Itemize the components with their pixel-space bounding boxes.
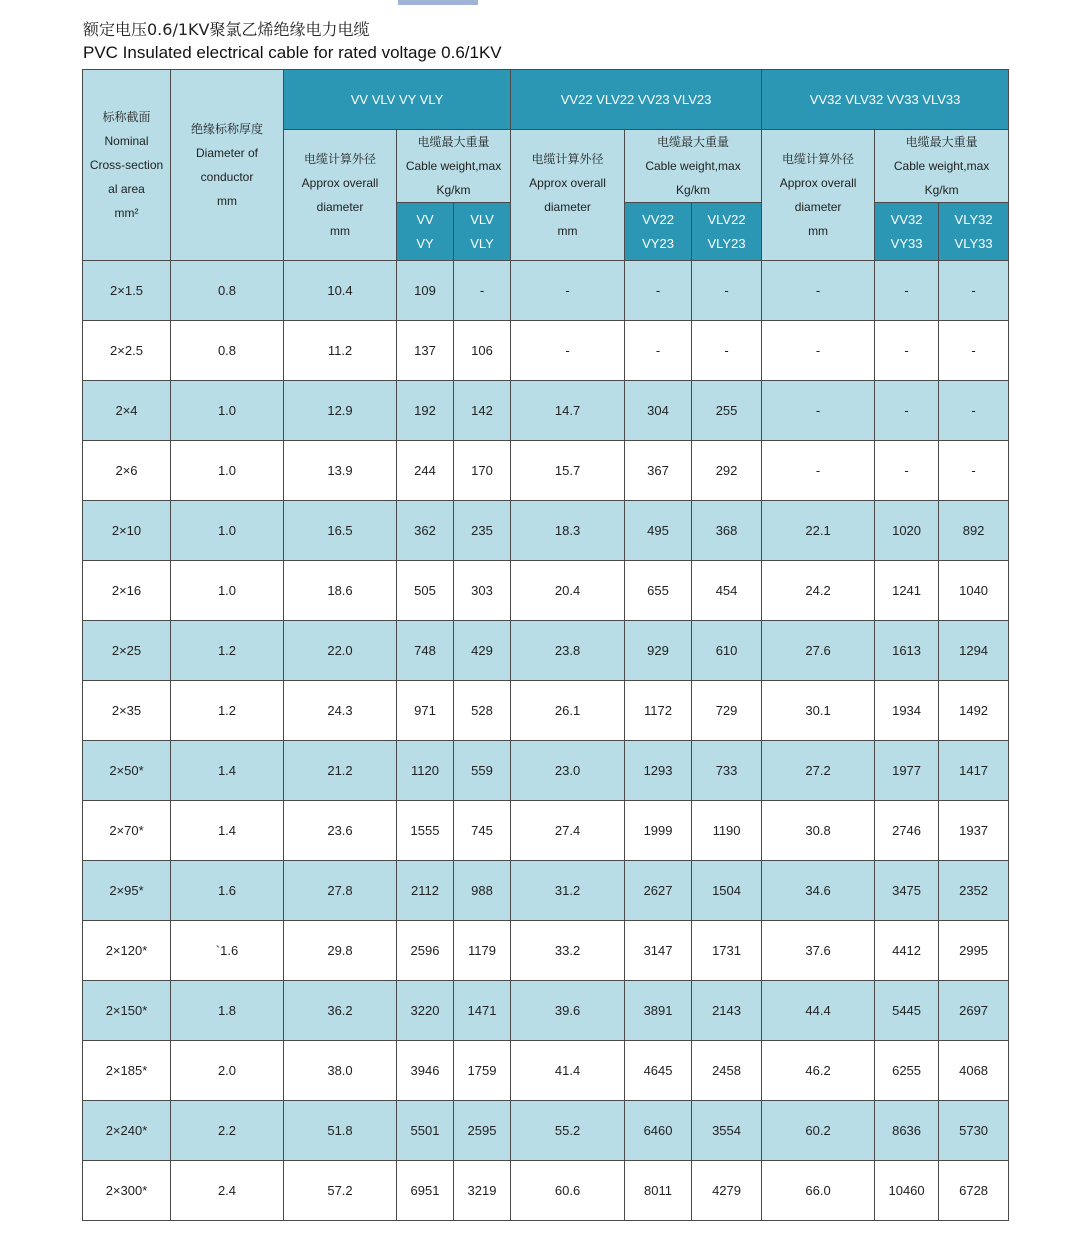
cell-cross-section: 2×35 bbox=[83, 681, 171, 741]
cell-weight-vv-vy: 137 bbox=[397, 321, 454, 381]
cell-weight-vly32-vly33: - bbox=[939, 381, 1009, 441]
cable-spec-table bbox=[82, 69, 1009, 1221]
cell-diameter-vv22: 27.4 bbox=[511, 801, 625, 861]
cell-weight-vlv-vly: 2595 bbox=[454, 1101, 511, 1161]
cell-insulation: 1.0 bbox=[171, 381, 284, 441]
cell-diameter-vv22: 26.1 bbox=[511, 681, 625, 741]
header-sub-vv32-vy33: VV32 VY33 bbox=[875, 203, 939, 261]
cell-diameter-vv22: 60.6 bbox=[511, 1161, 625, 1221]
cell-weight-vv32-vy33: 1977 bbox=[875, 741, 939, 801]
cell-weight-vv32-vy33: 1613 bbox=[875, 621, 939, 681]
cell-weight-vv32-vy33: 1241 bbox=[875, 561, 939, 621]
cell-cross-section: 2×300* bbox=[83, 1161, 171, 1221]
cell-weight-vv22-vy23: - bbox=[625, 261, 692, 321]
cell-weight-vv22-vy23: 655 bbox=[625, 561, 692, 621]
cell-weight-vv22-vy23: 3891 bbox=[625, 981, 692, 1041]
cell-insulation: 1.2 bbox=[171, 681, 284, 741]
cell-weight-vv-vy: 109 bbox=[397, 261, 454, 321]
cell-diameter-vv32: - bbox=[762, 441, 875, 501]
cell-diameter-vv: 10.4 bbox=[284, 261, 397, 321]
cell-weight-vv22-vy23: 3147 bbox=[625, 921, 692, 981]
cell-cross-section: 2×50* bbox=[83, 741, 171, 801]
cell-insulation: 1.4 bbox=[171, 741, 284, 801]
cell-weight-vv-vy: 3946 bbox=[397, 1041, 454, 1101]
cell-diameter-vv: 12.9 bbox=[284, 381, 397, 441]
header-diameter-vv: 电缆计算外径 Approx overall diameter mm bbox=[284, 130, 397, 261]
header-diameter-vv22: 电缆计算外径 Approx overall diameter mm bbox=[511, 130, 625, 261]
cell-diameter-vv32: 30.1 bbox=[762, 681, 875, 741]
cell-weight-vv22-vy23: 929 bbox=[625, 621, 692, 681]
cell-cross-section: 2×240* bbox=[83, 1101, 171, 1161]
cell-insulation: 2.2 bbox=[171, 1101, 284, 1161]
cell-weight-vlv-vly: 745 bbox=[454, 801, 511, 861]
header-cross-section: 标称截面 Nominal Cross-section al area mm² bbox=[83, 70, 171, 261]
cell-weight-vlv-vly: 1179 bbox=[454, 921, 511, 981]
cell-weight-vly32-vly33: 2352 bbox=[939, 861, 1009, 921]
cell-cross-section: 2×185* bbox=[83, 1041, 171, 1101]
cell-diameter-vv22: - bbox=[511, 321, 625, 381]
cell-weight-vly32-vly33: 5730 bbox=[939, 1101, 1009, 1161]
page-tab-decoration bbox=[398, 0, 478, 5]
cell-weight-vlv22-vly23: 733 bbox=[692, 741, 762, 801]
cell-diameter-vv: 18.6 bbox=[284, 561, 397, 621]
cell-insulation: 2.4 bbox=[171, 1161, 284, 1221]
cell-insulation: 1.8 bbox=[171, 981, 284, 1041]
cell-weight-vv22-vy23: 1999 bbox=[625, 801, 692, 861]
cell-weight-vv32-vy33: 5445 bbox=[875, 981, 939, 1041]
cell-diameter-vv: 23.6 bbox=[284, 801, 397, 861]
cell-weight-vv-vy: 748 bbox=[397, 621, 454, 681]
header-diameter-vv32: 电缆计算外径 Approx overall diameter mm bbox=[762, 130, 875, 261]
cell-weight-vlv-vly: 559 bbox=[454, 741, 511, 801]
header-weight-vv22: 电缆最大重量 Cable weight,max Kg/km bbox=[625, 130, 762, 203]
cell-weight-vv32-vy33: 2746 bbox=[875, 801, 939, 861]
header-sub-vlv-vly: VLV VLY bbox=[454, 203, 511, 261]
cell-weight-vlv22-vly23: 729 bbox=[692, 681, 762, 741]
cell-diameter-vv: 16.5 bbox=[284, 501, 397, 561]
cell-weight-vv22-vy23: 2627 bbox=[625, 861, 692, 921]
cell-weight-vly32-vly33: 1417 bbox=[939, 741, 1009, 801]
cell-insulation: 1.4 bbox=[171, 801, 284, 861]
cell-weight-vv-vy: 2112 bbox=[397, 861, 454, 921]
cell-diameter-vv: 29.8 bbox=[284, 921, 397, 981]
cell-diameter-vv: 57.2 bbox=[284, 1161, 397, 1221]
cell-diameter-vv: 13.9 bbox=[284, 441, 397, 501]
cell-weight-vlv-vly: 170 bbox=[454, 441, 511, 501]
cell-weight-vlv22-vly23: 1504 bbox=[692, 861, 762, 921]
cell-weight-vly32-vly33: 892 bbox=[939, 501, 1009, 561]
cell-weight-vlv-vly: 528 bbox=[454, 681, 511, 741]
cell-diameter-vv: 21.2 bbox=[284, 741, 397, 801]
table-row bbox=[83, 501, 1009, 561]
cell-diameter-vv32: 60.2 bbox=[762, 1101, 875, 1161]
cell-cross-section: 2×120* bbox=[83, 921, 171, 981]
cell-diameter-vv32: 66.0 bbox=[762, 1161, 875, 1221]
cell-diameter-vv32: 37.6 bbox=[762, 921, 875, 981]
cell-weight-vv22-vy23: 8011 bbox=[625, 1161, 692, 1221]
cell-weight-vlv22-vly23: 2143 bbox=[692, 981, 762, 1041]
cell-weight-vv32-vy33: 10460 bbox=[875, 1161, 939, 1221]
cell-diameter-vv32: 27.6 bbox=[762, 621, 875, 681]
cell-weight-vlv22-vly23: 4279 bbox=[692, 1161, 762, 1221]
cell-weight-vv-vy: 244 bbox=[397, 441, 454, 501]
cell-weight-vv-vy: 1555 bbox=[397, 801, 454, 861]
cell-weight-vv22-vy23: - bbox=[625, 321, 692, 381]
cell-weight-vv-vy: 3220 bbox=[397, 981, 454, 1041]
cell-diameter-vv22: 15.7 bbox=[511, 441, 625, 501]
cell-insulation: 1.0 bbox=[171, 561, 284, 621]
cell-diameter-vv32: 30.8 bbox=[762, 801, 875, 861]
cell-diameter-vv32: 24.2 bbox=[762, 561, 875, 621]
cell-weight-vly32-vly33: - bbox=[939, 321, 1009, 381]
cell-diameter-vv: 51.8 bbox=[284, 1101, 397, 1161]
cell-weight-vly32-vly33: 1492 bbox=[939, 681, 1009, 741]
cell-weight-vv-vy: 5501 bbox=[397, 1101, 454, 1161]
table-row bbox=[83, 981, 1009, 1041]
cell-insulation: `1.6 bbox=[171, 921, 284, 981]
cell-weight-vv22-vy23: 6460 bbox=[625, 1101, 692, 1161]
cell-weight-vv32-vy33: - bbox=[875, 381, 939, 441]
table-row bbox=[83, 1161, 1009, 1221]
cell-diameter-vv22: 41.4 bbox=[511, 1041, 625, 1101]
cell-diameter-vv32: - bbox=[762, 261, 875, 321]
cell-cross-section: 2×95* bbox=[83, 861, 171, 921]
cell-weight-vv-vy: 1120 bbox=[397, 741, 454, 801]
cell-cross-section: 2×6 bbox=[83, 441, 171, 501]
header-sub-vly32-vly33: VLY32 VLY33 bbox=[939, 203, 1009, 261]
cell-cross-section: 2×150* bbox=[83, 981, 171, 1041]
cell-weight-vlv-vly: 303 bbox=[454, 561, 511, 621]
cell-weight-vv22-vy23: 4645 bbox=[625, 1041, 692, 1101]
table-row bbox=[83, 921, 1009, 981]
header-weight-vv: 电缆最大重量 Cable weight,max Kg/km bbox=[397, 130, 511, 203]
cell-weight-vlv-vly: 106 bbox=[454, 321, 511, 381]
table-row bbox=[83, 381, 1009, 441]
cell-diameter-vv: 24.3 bbox=[284, 681, 397, 741]
header-sub-vlv22-vly23: VLV22 VLY23 bbox=[692, 203, 762, 261]
cell-diameter-vv22: - bbox=[511, 261, 625, 321]
cell-weight-vv32-vy33: - bbox=[875, 321, 939, 381]
cell-weight-vlv22-vly23: 2458 bbox=[692, 1041, 762, 1101]
cell-weight-vlv-vly: 142 bbox=[454, 381, 511, 441]
cell-diameter-vv: 36.2 bbox=[284, 981, 397, 1041]
cell-diameter-vv: 11.2 bbox=[284, 321, 397, 381]
cell-cross-section: 2×25 bbox=[83, 621, 171, 681]
cell-weight-vv32-vy33: 8636 bbox=[875, 1101, 939, 1161]
cell-weight-vv32-vy33: 4412 bbox=[875, 921, 939, 981]
table-row bbox=[83, 621, 1009, 681]
cell-weight-vly32-vly33: 1294 bbox=[939, 621, 1009, 681]
cell-insulation: 0.8 bbox=[171, 321, 284, 381]
table-row bbox=[83, 261, 1009, 321]
header-group-vv32: VV32 VLV32 VV33 VLV33 bbox=[762, 70, 1009, 130]
cell-weight-vlv-vly: - bbox=[454, 261, 511, 321]
cell-weight-vv22-vy23: 1172 bbox=[625, 681, 692, 741]
cell-weight-vv32-vy33: 3475 bbox=[875, 861, 939, 921]
cell-weight-vly32-vly33: - bbox=[939, 441, 1009, 501]
cell-diameter-vv22: 23.8 bbox=[511, 621, 625, 681]
cell-weight-vv-vy: 505 bbox=[397, 561, 454, 621]
header-insulation-thickness: 绝缘标称厚度 Diameter of conductor mm bbox=[171, 70, 284, 261]
cell-cross-section: 2×10 bbox=[83, 501, 171, 561]
cell-weight-vlv22-vly23: 610 bbox=[692, 621, 762, 681]
cell-weight-vv32-vy33: 6255 bbox=[875, 1041, 939, 1101]
cell-weight-vlv22-vly23: 454 bbox=[692, 561, 762, 621]
cell-diameter-vv32: 44.4 bbox=[762, 981, 875, 1041]
cell-weight-vlv22-vly23: 1731 bbox=[692, 921, 762, 981]
table-body bbox=[83, 261, 1009, 1221]
table-row bbox=[83, 1041, 1009, 1101]
cell-weight-vv-vy: 2596 bbox=[397, 921, 454, 981]
cell-weight-vv22-vy23: 495 bbox=[625, 501, 692, 561]
cell-cross-section: 2×70* bbox=[83, 801, 171, 861]
cell-weight-vv32-vy33: - bbox=[875, 441, 939, 501]
cell-weight-vlv22-vly23: 3554 bbox=[692, 1101, 762, 1161]
cell-diameter-vv32: 34.6 bbox=[762, 861, 875, 921]
cell-diameter-vv22: 18.3 bbox=[511, 501, 625, 561]
cell-cross-section: 2×2.5 bbox=[83, 321, 171, 381]
header-group-vv22: VV22 VLV22 VV23 VLV23 bbox=[511, 70, 762, 130]
cell-diameter-vv32: 22.1 bbox=[762, 501, 875, 561]
cell-weight-vv-vy: 971 bbox=[397, 681, 454, 741]
table-row bbox=[83, 1101, 1009, 1161]
cell-diameter-vv32: - bbox=[762, 381, 875, 441]
cell-diameter-vv22: 20.4 bbox=[511, 561, 625, 621]
table-row bbox=[83, 861, 1009, 921]
cell-cross-section: 2×1.5 bbox=[83, 261, 171, 321]
cell-weight-vlv-vly: 429 bbox=[454, 621, 511, 681]
cell-diameter-vv22: 31.2 bbox=[511, 861, 625, 921]
table-row bbox=[83, 321, 1009, 381]
cell-diameter-vv22: 14.7 bbox=[511, 381, 625, 441]
table-row bbox=[83, 681, 1009, 741]
cell-weight-vlv-vly: 1759 bbox=[454, 1041, 511, 1101]
table-row bbox=[83, 441, 1009, 501]
cell-cross-section: 2×4 bbox=[83, 381, 171, 441]
cell-diameter-vv22: 23.0 bbox=[511, 741, 625, 801]
header-sub-vv22-vy23: VV22 VY23 bbox=[625, 203, 692, 261]
cell-diameter-vv: 22.0 bbox=[284, 621, 397, 681]
cell-insulation: 1.0 bbox=[171, 441, 284, 501]
cell-weight-vlv22-vly23: 368 bbox=[692, 501, 762, 561]
cell-weight-vv22-vy23: 367 bbox=[625, 441, 692, 501]
cell-weight-vlv-vly: 988 bbox=[454, 861, 511, 921]
cell-cross-section: 2×16 bbox=[83, 561, 171, 621]
cell-weight-vlv-vly: 235 bbox=[454, 501, 511, 561]
cell-weight-vly32-vly33: 6728 bbox=[939, 1161, 1009, 1221]
cell-weight-vly32-vly33: - bbox=[939, 261, 1009, 321]
cell-insulation: 1.0 bbox=[171, 501, 284, 561]
cell-diameter-vv22: 33.2 bbox=[511, 921, 625, 981]
page-title-cn: 额定电压0.6/1KV聚氯乙烯绝缘电力电缆 bbox=[83, 20, 370, 39]
cell-weight-vly32-vly33: 1040 bbox=[939, 561, 1009, 621]
cell-weight-vly32-vly33: 1937 bbox=[939, 801, 1009, 861]
cell-diameter-vv22: 55.2 bbox=[511, 1101, 625, 1161]
cell-weight-vlv-vly: 1471 bbox=[454, 981, 511, 1041]
cell-diameter-vv: 38.0 bbox=[284, 1041, 397, 1101]
table-row bbox=[83, 561, 1009, 621]
cell-diameter-vv32: 27.2 bbox=[762, 741, 875, 801]
cell-diameter-vv32: - bbox=[762, 321, 875, 381]
cell-weight-vlv22-vly23: 292 bbox=[692, 441, 762, 501]
header-group-vv: VV VLV VY VLY bbox=[284, 70, 511, 130]
page-title-en: PVC Insulated electrical cable for rated voltage 0.6/1KV bbox=[83, 43, 502, 62]
cell-weight-vv-vy: 6951 bbox=[397, 1161, 454, 1221]
cell-weight-vv32-vy33: 1020 bbox=[875, 501, 939, 561]
cell-weight-vly32-vly33: 2995 bbox=[939, 921, 1009, 981]
cell-diameter-vv32: 46.2 bbox=[762, 1041, 875, 1101]
cell-weight-vv32-vy33: - bbox=[875, 261, 939, 321]
cell-weight-vlv22-vly23: 255 bbox=[692, 381, 762, 441]
cell-diameter-vv: 27.8 bbox=[284, 861, 397, 921]
cell-insulation: 0.8 bbox=[171, 261, 284, 321]
cell-weight-vly32-vly33: 4068 bbox=[939, 1041, 1009, 1101]
header-weight-vv32: 电缆最大重量 Cable weight,max Kg/km bbox=[875, 130, 1009, 203]
cell-weight-vly32-vly33: 2697 bbox=[939, 981, 1009, 1041]
cell-weight-vlv22-vly23: - bbox=[692, 261, 762, 321]
cell-weight-vv-vy: 192 bbox=[397, 381, 454, 441]
cell-weight-vlv-vly: 3219 bbox=[454, 1161, 511, 1221]
cell-insulation: 2.0 bbox=[171, 1041, 284, 1101]
cell-weight-vv32-vy33: 1934 bbox=[875, 681, 939, 741]
cell-weight-vv22-vy23: 1293 bbox=[625, 741, 692, 801]
table-row bbox=[83, 741, 1009, 801]
cell-weight-vv-vy: 362 bbox=[397, 501, 454, 561]
cell-weight-vlv22-vly23: 1190 bbox=[692, 801, 762, 861]
table-row bbox=[83, 801, 1009, 861]
cell-diameter-vv22: 39.6 bbox=[511, 981, 625, 1041]
cell-weight-vlv22-vly23: - bbox=[692, 321, 762, 381]
cell-insulation: 1.6 bbox=[171, 861, 284, 921]
cell-weight-vv22-vy23: 304 bbox=[625, 381, 692, 441]
header-sub-vv-vy: VV VY bbox=[397, 203, 454, 261]
cell-insulation: 1.2 bbox=[171, 621, 284, 681]
